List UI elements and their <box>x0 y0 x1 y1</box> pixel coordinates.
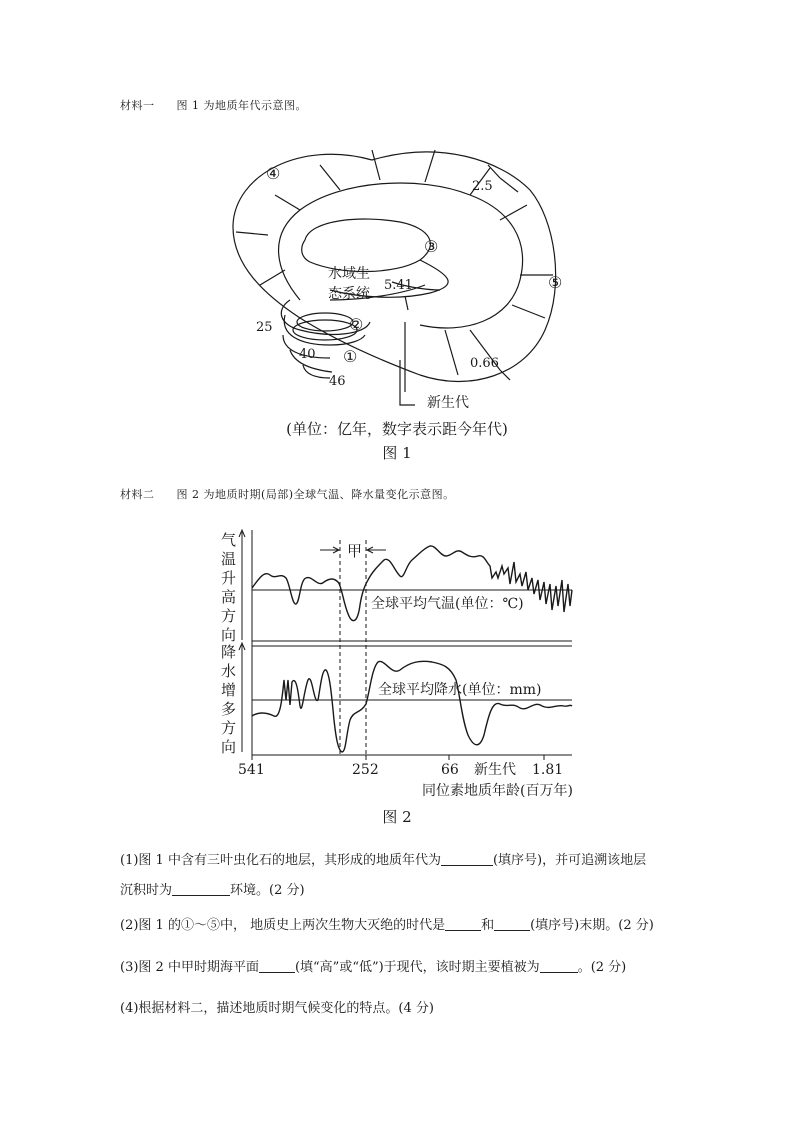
temp-axis-char-1: 气 <box>221 531 237 549</box>
temp-axis-char-4: 高 <box>221 588 237 606</box>
precip-axis-char-5: 方 <box>221 719 237 737</box>
label-c3: ③ <box>424 237 439 256</box>
q1-text-d: 环境。(2 分) <box>230 883 305 898</box>
precip-axis-char-1: 降 <box>221 643 237 661</box>
q1-text-c: 沉积时为 <box>120 883 173 898</box>
label-40: 40 <box>299 347 316 362</box>
precip-average-label: 全球平均降水(单位：mm) <box>378 682 542 698</box>
material-1-text: 图 1 为地质年代示意图。 <box>176 99 307 112</box>
q2-blank-2[interactable] <box>494 917 530 931</box>
q3-text-a: (3)图 2 中甲时期海平面 <box>120 960 259 975</box>
material-1-heading <box>120 97 307 113</box>
temp-axis-char-3: 升 <box>221 569 237 587</box>
q3-blank-2[interactable] <box>540 959 578 973</box>
material-2-heading <box>120 486 455 502</box>
material-2-label: 材料二 <box>120 488 155 501</box>
figure-2-caption: 图 2 <box>382 808 412 826</box>
question-2 <box>120 911 690 941</box>
precip-axis-char-4: 多 <box>221 700 237 718</box>
period-jia-label: 甲 <box>347 542 363 560</box>
precip-axis-char-3: 增 <box>221 681 237 699</box>
question-3 <box>120 953 690 983</box>
label-water-ecosystem-1: 水域生 <box>328 266 370 282</box>
label-2-5: 2.5 <box>472 179 493 194</box>
q3-text-c: 。(2 分) <box>577 960 627 975</box>
tick-66: 66 <box>441 762 459 778</box>
q1-blank-1[interactable] <box>441 852 493 866</box>
temp-axis-char-2: 温 <box>221 550 237 568</box>
label-c4: ④ <box>266 164 281 183</box>
precip-axis-char-2: 水 <box>221 662 237 680</box>
label-c1: ① <box>343 347 358 366</box>
label-water-ecosystem-2: 态系统 <box>328 286 370 302</box>
temp-axis-char-6: 向 <box>221 626 237 644</box>
label-5-41: 5.41 <box>384 278 413 293</box>
q2-text-a: (2)图 1 的①～⑤中， 地质史上两次生物大灭绝的时代是 <box>120 918 446 933</box>
label-c5: ⑤ <box>548 273 563 292</box>
figure-1-unit-note: (单位：亿年，数字表示距今年代) <box>286 420 508 438</box>
q2-text-c: (填序号)末期。(2 分) <box>530 918 654 933</box>
tick-cenozoic: 新生代 <box>474 762 516 778</box>
q2-blank-1[interactable] <box>445 917 481 931</box>
question-1 <box>120 846 680 906</box>
figure-1-spiral-diagram <box>220 130 580 420</box>
q3-blank-1[interactable] <box>259 959 295 973</box>
q1-blank-2[interactable] <box>172 882 230 896</box>
q1-text-a: (1)图 1 中含有三叶虫化石的地层，其形成的地质年代为 <box>120 853 441 868</box>
label-c2: ② <box>349 315 364 334</box>
tick-252: 252 <box>352 762 379 778</box>
material-1-label: 材料一 <box>120 99 155 112</box>
label-46: 46 <box>329 374 346 389</box>
label-25: 25 <box>256 320 273 335</box>
label-0-66: 0.66 <box>470 356 499 371</box>
tick-541: 541 <box>238 762 265 778</box>
figure-2-climate-chart <box>215 525 585 805</box>
temp-axis-char-5: 方 <box>221 607 237 625</box>
precip-axis-char-6: 向 <box>221 738 237 756</box>
q3-text-b: (填“高”或“低”)于现代，该时期主要植被为 <box>294 960 540 975</box>
tick-1-81: 1.81 <box>532 762 564 778</box>
label-cenozoic: 新生代 <box>427 395 469 411</box>
material-2-text: 图 2 为地质时期(局部)全球气温、降水量变化示意图。 <box>176 488 455 501</box>
q1-text-b: (填序号)，并可追溯该地层 <box>492 853 647 868</box>
q2-text-b: 和 <box>481 918 495 933</box>
question-4 <box>120 994 690 1024</box>
q4-text: (4)根据材料二，描述地质时期气候变化的特点。(4 分) <box>120 1001 434 1016</box>
temp-average-label: 全球平均气温(单位：℃) <box>371 596 524 612</box>
x-axis-label: 同位素地质年龄(百万年) <box>422 783 573 799</box>
figure-1-caption: 图 1 <box>382 444 412 462</box>
